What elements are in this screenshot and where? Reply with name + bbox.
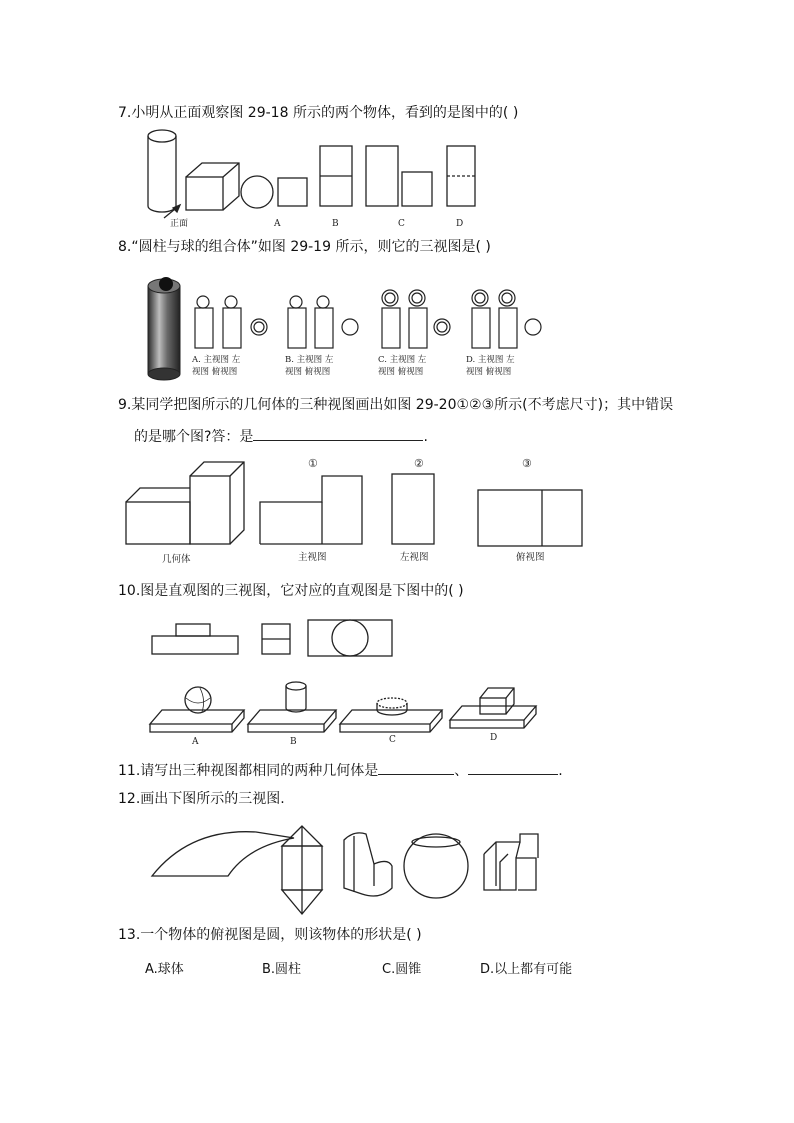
half-cylinder-shape bbox=[152, 832, 294, 876]
option-a-label-line2: 视图 俯视图 bbox=[192, 367, 238, 377]
option-c-plate-top bbox=[340, 710, 442, 724]
option-c-label: C bbox=[398, 219, 405, 229]
option-a-label: A bbox=[192, 737, 199, 746]
question-8-text: 8.“圆柱与球的组合体”如图 29-19 所示，则它的三视图是( ) bbox=[118, 239, 491, 255]
solid-tall-block bbox=[190, 476, 230, 544]
question-11-separator: 、 bbox=[454, 763, 469, 779]
option-c-disc bbox=[377, 698, 407, 708]
option-b-label-line1: B. 主视图 左 bbox=[285, 355, 334, 365]
question-7-figure bbox=[140, 124, 480, 232]
option-c-label-line2: 视图 俯视图 bbox=[378, 367, 424, 377]
option-a[interactable]: A.球体 bbox=[145, 962, 184, 977]
option-a-label: A bbox=[274, 219, 281, 229]
question-11-blank-1[interactable] bbox=[378, 760, 454, 775]
solid-low-block bbox=[126, 502, 190, 544]
question-10-text: 10.图是直观图的三视图，它对应的直观图是下图中的( ) bbox=[118, 583, 464, 599]
sphere-on-top bbox=[159, 277, 173, 291]
shaded-cylinder bbox=[148, 286, 180, 374]
question-12-text: 12.画出下图所示的三视图. bbox=[118, 791, 285, 807]
option-b-label: B bbox=[290, 737, 297, 746]
option-d-label-line1: D. 主视图 左 bbox=[466, 355, 515, 365]
question-9-end: . bbox=[423, 429, 428, 445]
question-13-text: 13.一个物体的俯视图是圆，则该物体的形状是( ) bbox=[118, 927, 422, 943]
option-b-label: B bbox=[332, 219, 339, 229]
option-c-label-line1: C. 主视图 左 bbox=[378, 355, 427, 365]
option-c[interactable]: C.圆锥 bbox=[382, 962, 422, 977]
top-view bbox=[308, 620, 392, 656]
question-11-text bbox=[118, 760, 563, 780]
option-c-label: C bbox=[389, 735, 396, 745]
option-a-plate-top bbox=[150, 710, 244, 724]
left-view-shape bbox=[392, 474, 434, 544]
question-9-text-line2 bbox=[134, 426, 428, 446]
option-d-label: D bbox=[456, 219, 464, 229]
question-8-figure bbox=[140, 268, 550, 384]
option-b[interactable]: B.圆柱 bbox=[262, 962, 302, 977]
option-b-label-line2: 视图 俯视图 bbox=[285, 367, 331, 377]
question-10-figure bbox=[140, 612, 550, 746]
option-d-plate-top bbox=[450, 706, 536, 720]
option-d-label: D bbox=[490, 733, 498, 743]
front-view-top bbox=[176, 624, 210, 636]
view-2-number: ② bbox=[414, 457, 424, 470]
view-1-number: ① bbox=[308, 457, 318, 470]
question-12-figure bbox=[140, 818, 550, 924]
top-view-label: 俯视图 bbox=[516, 552, 545, 563]
option-c-tall-rect bbox=[366, 146, 398, 206]
top-view-shape bbox=[478, 490, 582, 546]
front-label: 正面 bbox=[170, 219, 189, 229]
option-a-circle bbox=[241, 176, 273, 208]
question-11-blank-2[interactable] bbox=[468, 760, 558, 775]
question-9-prompt: 的是哪个图?答：是 bbox=[134, 429, 254, 445]
option-d-label-line2: 视图 俯视图 bbox=[466, 367, 512, 377]
option-a-label-line1: A. 主视图 左 bbox=[192, 355, 241, 365]
question-9-text-line1: 9.某同学把图所示的几何体的三种视图画出如图 29-20①②③所示(不考虑尺寸)；其中错误 bbox=[118, 397, 674, 413]
front-view-label: 主视图 bbox=[298, 552, 327, 563]
question-7-text: 7.小明从正面观察图 29-18 所示的两个物体，看到的是图中的( ) bbox=[118, 105, 519, 121]
solid-label: 几何体 bbox=[162, 554, 191, 565]
view-3-number: ③ bbox=[522, 457, 532, 470]
question-11-prompt: 11.请写出三种视图都相同的两种几何体是 bbox=[118, 763, 379, 779]
option-d-rect bbox=[447, 146, 475, 206]
option-b-cylinder bbox=[286, 682, 306, 690]
left-view-label: 左视图 bbox=[400, 552, 429, 563]
option-a-square bbox=[278, 178, 307, 206]
cylinder-top bbox=[148, 130, 176, 142]
front-view-base bbox=[152, 636, 238, 654]
notched-cylinder-shape bbox=[344, 833, 392, 896]
cube-front bbox=[186, 177, 223, 210]
front-view-shape bbox=[260, 476, 362, 544]
question-9-figure bbox=[118, 452, 588, 568]
option-c-square bbox=[402, 172, 432, 206]
question-11-end: . bbox=[558, 763, 563, 779]
question-9-answer-blank[interactable] bbox=[253, 426, 423, 441]
option-d[interactable]: D.以上都有可能 bbox=[480, 962, 573, 977]
